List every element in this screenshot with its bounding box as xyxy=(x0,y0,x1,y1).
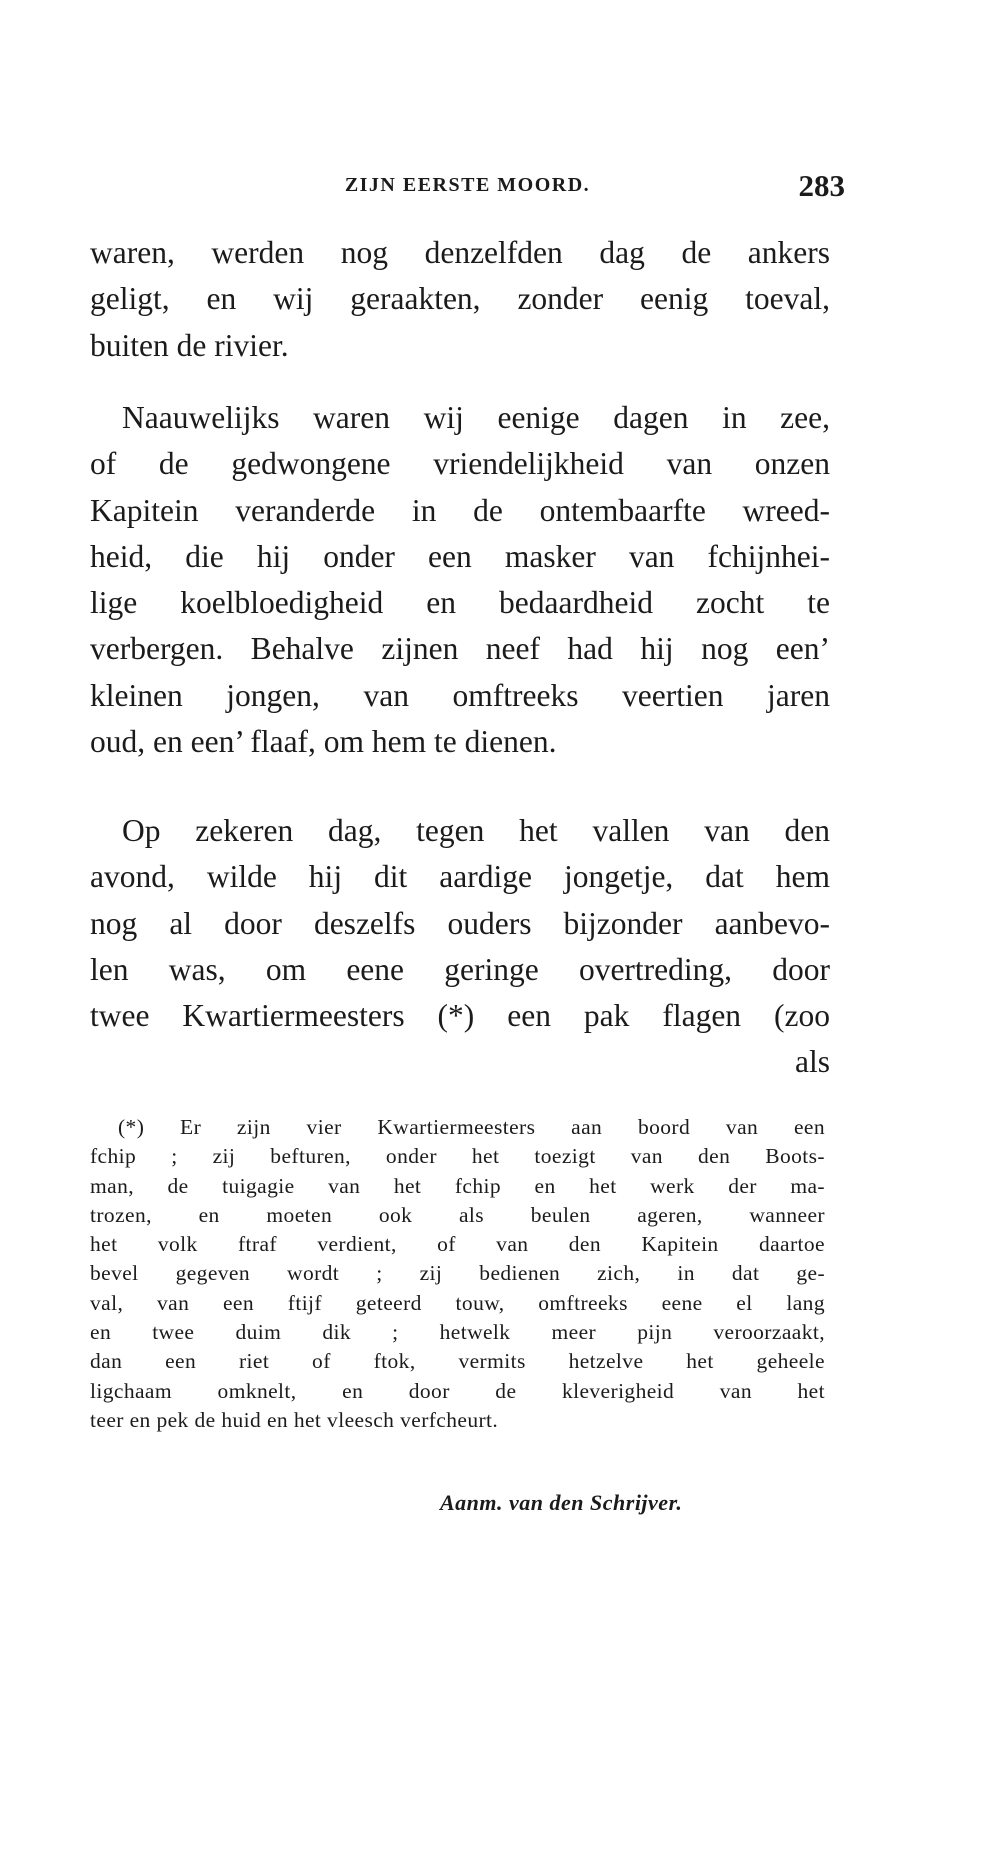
text-line: Naauwelijks waren wij eenige dagen in zee, xyxy=(122,400,830,435)
text-line: len was, om eene geringe overtreding, door xyxy=(90,951,830,987)
text-line: buiten de rivier. xyxy=(90,327,289,363)
footnote-line: fchip ; zij befturen, onder het toezigt van den Boots- xyxy=(90,1144,825,1169)
footnote-line: dan een riet of ftok, vermits hetzelve het geheele xyxy=(90,1349,825,1374)
footnote-line: trozen, en moeten ook als beulen ageren, wanneer xyxy=(90,1202,825,1227)
running-title: ZIJN EERSTE MOORD. xyxy=(344,174,591,196)
text-line: lige koelbloedigheid en bedaardheid zocht te xyxy=(90,585,830,621)
footnote-line: en twee duim dik ; hetwelk meer pijn veroorzaakt, xyxy=(90,1320,825,1345)
text-line: waren, werden nog denzelfden dag de ankers xyxy=(90,235,830,270)
text-line: nog al door deszelfs ouders bijzonder aanbevo- xyxy=(90,905,830,941)
paragraph-continuation xyxy=(90,230,830,369)
text-line: heid, die hij onder een masker van fchijnhei- xyxy=(90,538,830,574)
text-line: of de gedwongene vriendelijkheid van onzen xyxy=(90,446,830,482)
text-line: kleinen jongen, van omftreeks veertien jaren xyxy=(90,677,830,713)
text-line: twee Kwartiermeesters (*) een pak flagen (zoo xyxy=(90,998,830,1034)
text-line: Op zekeren dag, tegen het vallen van den xyxy=(122,813,830,848)
text-line: avond, wilde hij dit aardige jongetje, dat hem xyxy=(90,859,830,895)
footnote-line: het volk ftraf verdient, of van den Kapitein daartoe xyxy=(90,1232,825,1257)
footnote xyxy=(90,1113,825,1435)
text-line: geligt, en wij geraakten, zonder eenig toeval, xyxy=(90,281,830,317)
footnote-line: teer en pek de huid en het vleesch verfcheurt. xyxy=(90,1407,499,1432)
text-line: oud, en een’ flaaf, om hem te dienen. xyxy=(90,724,557,760)
page-number: 283 xyxy=(798,168,845,203)
footnote-line: ligchaam omknelt, en door de kleverigheid van het xyxy=(90,1378,825,1403)
text-line: Kapitein veranderde in de ontembaarfte wreed- xyxy=(90,492,830,528)
footnote-line: (*) Er zijn vier Kwartiermeesters aan boord van een xyxy=(118,1115,825,1139)
text-line: verbergen. Behalve zijnen neef had hij nog een’ xyxy=(90,631,830,667)
footnote-line: bevel gegeven wordt ; zij bedienen zich, in dat ge- xyxy=(90,1261,825,1286)
paragraph xyxy=(90,808,830,1086)
paragraph xyxy=(90,395,830,765)
footnote-line: val, van een ftijf geteerd touw, omftreeks eene el lang xyxy=(90,1290,825,1315)
footnote-signature: Aanm. van den Schrijver. xyxy=(440,1490,683,1515)
footnote-line: man, de tuigagie van het fchip en het werk der ma- xyxy=(90,1173,825,1198)
page-header xyxy=(90,168,845,208)
catchword: als xyxy=(795,1044,830,1080)
